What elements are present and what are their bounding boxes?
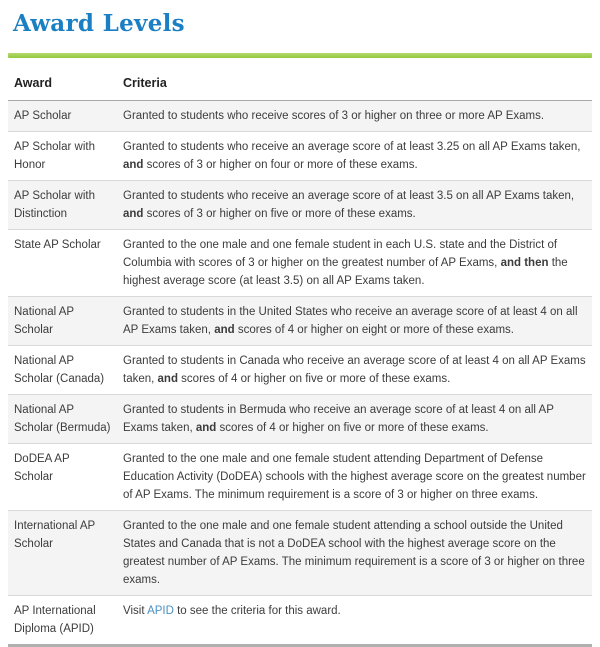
table-row	[8, 511, 592, 596]
award-name-cell: National AP Scholar (Bermuda)	[8, 395, 117, 444]
bold-emphasis-text: and	[123, 208, 144, 220]
award-name-cell: AP Scholar with Distinction	[8, 181, 117, 230]
criteria-cell: Granted to students who receive an average score of at least 3.5 on all AP Exams taken, and scores of 3 or higher on five or more of these exams.	[117, 181, 592, 230]
table-row	[8, 297, 592, 346]
col-header-criteria: Criteria	[117, 66, 592, 101]
award-name-cell: State AP Scholar	[8, 230, 117, 297]
award-table-body	[8, 101, 592, 646]
award-name-cell: National AP Scholar (Canada)	[8, 346, 117, 395]
page-title: Award Levels	[13, 10, 185, 37]
apid-link[interactable]: APID	[147, 605, 174, 617]
bold-emphasis-text: and	[123, 159, 144, 171]
award-levels-table	[8, 66, 592, 647]
criteria-cell: Granted to students in Canada who receive an average score of at least 4 on all AP Exams taken, and scores of 4 or higher on five or more of these exams.	[117, 346, 592, 395]
table-row	[8, 346, 592, 395]
table-row	[8, 230, 592, 297]
criteria-cell: Visit APID to see the criteria for this award.	[117, 596, 592, 646]
bold-emphasis-text: and	[195, 422, 217, 434]
col-header-award: Award	[8, 66, 117, 101]
bold-emphasis-text: and then	[500, 257, 549, 269]
table-row	[8, 181, 592, 230]
table-row	[8, 596, 592, 646]
accent-bar	[8, 53, 592, 58]
criteria-cell: Granted to the one male and one female student attending Department of Defense Education Activity (DoDEA) schools with the highest average score on the greatest number of AP Exams. The minimum requirement is a score of 3 or higher on three exams.	[117, 444, 592, 511]
award-name-cell: National AP Scholar	[8, 297, 117, 346]
award-name-cell: DoDEA AP Scholar	[8, 444, 117, 511]
table-row	[8, 395, 592, 444]
page	[0, 10, 600, 647]
criteria-cell: Granted to the one male and one female student in each U.S. state and the District of Columbia with scores of 3 or higher on the greatest number of AP Exams, and then the highest average score (at least 3.5) on all AP Exams taken.	[117, 230, 592, 297]
award-table-head	[8, 66, 592, 101]
table-row	[8, 101, 592, 132]
bold-emphasis-text: and	[214, 324, 235, 336]
award-name-cell: International AP Scholar	[8, 511, 117, 596]
award-name-cell: AP Scholar with Honor	[8, 132, 117, 181]
criteria-cell: Granted to students who receive an average score of at least 3.25 on all AP Exams taken, and scores of 3 or higher on four or more of these exams.	[117, 132, 592, 181]
criteria-cell: Granted to students in Bermuda who receive an average score of at least 4 on all AP Exams taken, and scores of 4 or higher on five or more of these exams.	[117, 395, 592, 444]
award-name-cell: AP Scholar	[14, 110, 72, 122]
criteria-cell: Granted to students in the United States who receive an average score of at least 4 on all AP Exams taken, and scores of 4 or higher on eight or more of these exams.	[117, 297, 592, 346]
award-name-cell: AP International Diploma (APID)	[8, 596, 117, 646]
criteria-cell: Granted to the one male and one female student attending a school outside the United States and Canada that is not a DoDEA school with the highest average score on the greatest number of AP Exams. The minimum requirement is a score of 3 or higher on three exams.	[117, 511, 592, 596]
table-row	[8, 132, 592, 181]
criteria-cell: Granted to students who receive scores of 3 or higher on three or more AP Exams.	[123, 110, 545, 122]
header-row	[8, 66, 592, 101]
bold-emphasis-text: and	[157, 373, 178, 385]
table-row	[8, 444, 592, 511]
